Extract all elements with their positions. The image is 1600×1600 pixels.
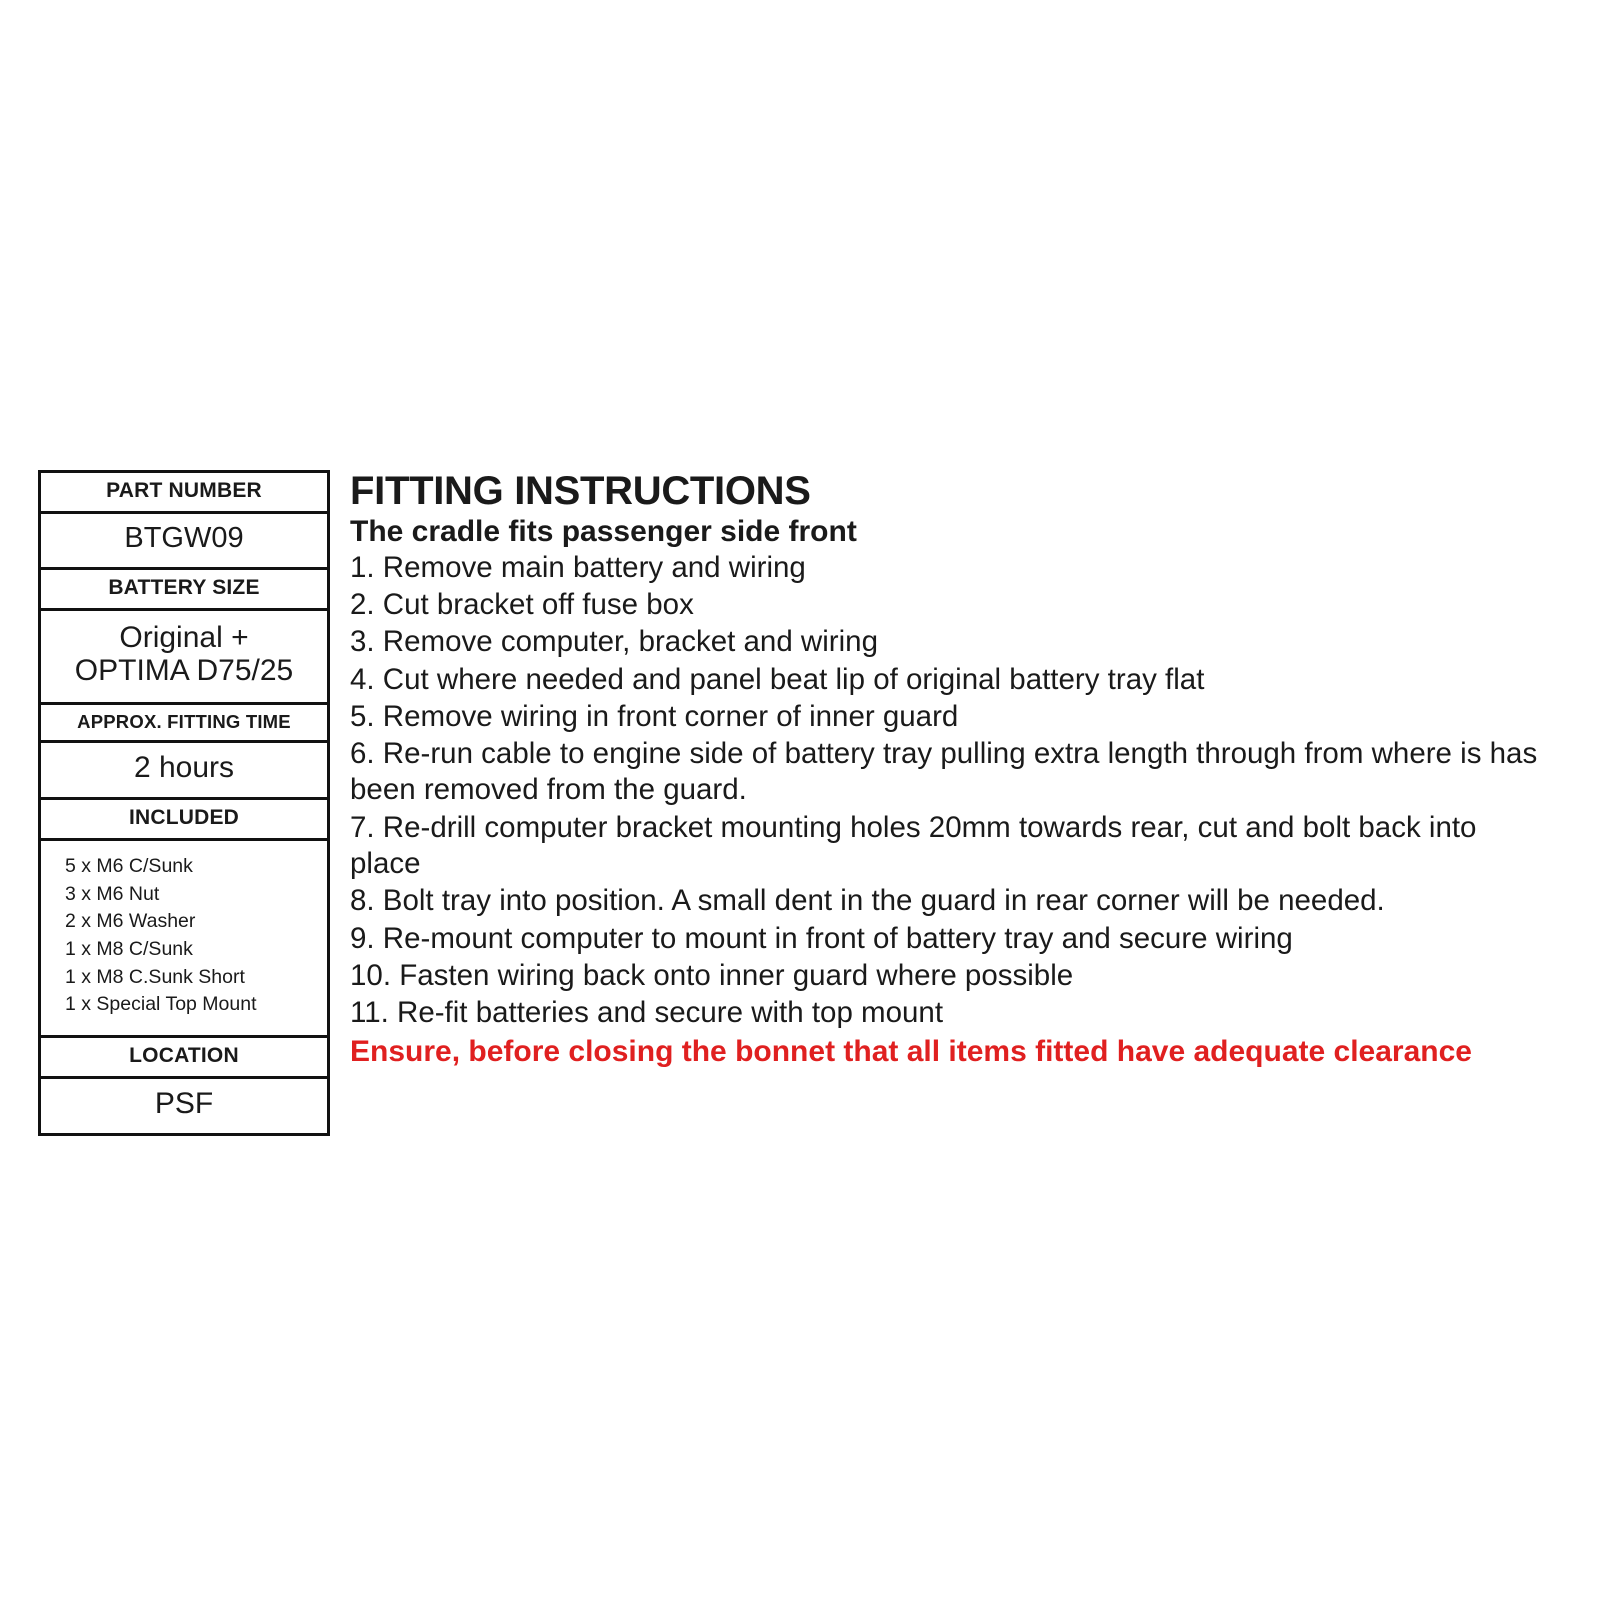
instruction-step: 3. Remove computer, bracket and wiring [350, 625, 878, 659]
location-header: LOCATION [41, 1038, 327, 1079]
included-item: 2 x M6 Washer [65, 910, 196, 933]
instruction-step: 11. Re-fit batteries and secure with top mount [350, 996, 944, 1030]
battery-size-line-1: Original + [119, 620, 249, 654]
instruction-step: 4. Cut where needed and panel beat lip of original battery tray flat [350, 662, 1205, 696]
fitting-time-header: APPROX. FITTING TIME [41, 705, 327, 743]
battery-size-value [41, 611, 327, 705]
instruction-step: 2. Cut bracket off fuse box [350, 588, 694, 622]
included-item: 1 x M8 C/Sunk [65, 938, 193, 960]
included-items-list [41, 841, 327, 1038]
included-item: 3 x M6 Nut [65, 882, 160, 905]
part-number-header: PART NUMBER [41, 473, 327, 514]
specification-table [38, 470, 330, 1136]
clearance-warning: Ensure, before closing the bonnet that all items fitted have adequate clearance [350, 1035, 1472, 1069]
instruction-step: 7. Re-drill computer bracket mounting holes 20mm towards rear, cut and bolt back into place [350, 810, 1477, 881]
instruction-step: 6. Re-run cable to engine side of battery tray pulling extra length through from where is has been removed from the guard. [350, 737, 1538, 807]
battery-size-header: BATTERY SIZE [41, 570, 327, 611]
included-header: INCLUDED [41, 800, 327, 841]
instruction-step: 1. Remove main battery and wiring [350, 550, 806, 584]
instruction-step: 9. Re-mount computer to mount in front of battery tray and secure wiring [350, 921, 1293, 955]
fitting-instructions [350, 470, 1545, 1070]
instruction-step: 5. Remove wiring in front corner of inner guard [350, 699, 959, 733]
battery-size-line-2: OPTIMA D75/25 [74, 654, 294, 688]
instruction-step: 10. Fasten wiring back onto inner guard where possible [350, 958, 1074, 992]
location-value: PSF [154, 1087, 214, 1121]
fitting-time-value: 2 hours [41, 743, 327, 800]
included-item: 1 x Special Top Mount [65, 993, 257, 1016]
instructions-title: FITTING INSTRUCTIONS [350, 469, 811, 513]
instructions-subtitle: The cradle fits passenger side front [350, 515, 857, 549]
part-number-value: BTGW09 [41, 514, 327, 569]
included-item: 5 x M6 C/Sunk [65, 854, 193, 877]
instruction-step: 8. Bolt tray into position. A small dent in the guard in rear corner will be needed. [350, 884, 1385, 918]
included-item: 1 x M8 C.Sunk Short [65, 965, 245, 988]
